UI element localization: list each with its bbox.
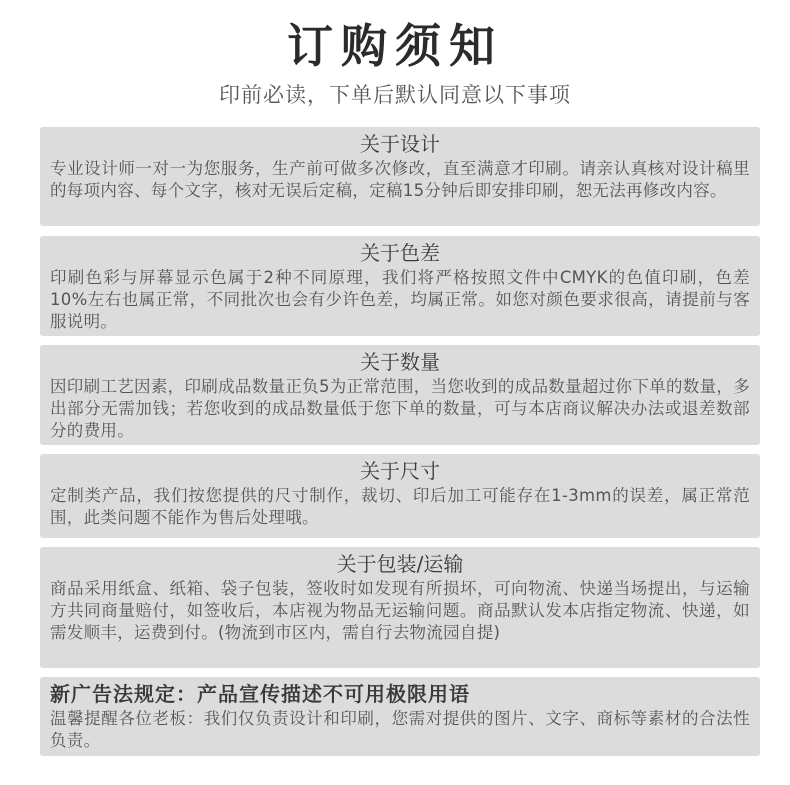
section-body: 温馨提醒各位老板：我们仅负责设计和印刷，您需对提供的图片、文字、商标等素材的合法性负责。 xyxy=(50,709,750,750)
section-body: 印刷色彩与屏幕显示色属于2种不同原理，我们将严格按照文件中CMYK的色值印刷，色差10%左右也属正常，不同批次也会有少许色差，均属正常。如您对颜色要求很高，请提前与客服说明。 xyxy=(50,268,750,331)
section-size xyxy=(40,454,760,538)
page-title: 订购须知 xyxy=(287,19,503,73)
section-title: 关于色差 xyxy=(360,241,440,265)
section-design xyxy=(40,127,760,226)
page-subtitle: 印前必读，下单后默认同意以下事项 xyxy=(219,83,571,107)
section-title: 关于设计 xyxy=(360,132,440,156)
section-advertising-law xyxy=(40,677,760,756)
section-title: 关于尺寸 xyxy=(360,459,440,483)
section-color-difference xyxy=(40,236,760,336)
section-quantity xyxy=(40,345,760,445)
section-body: 专业设计师一对一为您服务，生产前可做多次修改，直至满意才印刷。请亲认真核对设计稿里的每项内容、每个文字，核对无误后定稿，定稿15分钟后即安排印刷，恕无法再修改内容。 xyxy=(50,159,750,200)
section-body: 定制类产品，我们按您提供的尺寸制作，裁切、印后加工可能存在1-3mm的误差，属正常范围，此类问题不能作为售后处理哦。 xyxy=(50,486,750,527)
section-title: 新广告法规定：产品宣传描述不可用极限用语 xyxy=(50,682,470,706)
section-body: 商品采用纸盒、纸箱、袋子包装，签收时如发现有所损坏，可向物流、快递当场提出，与运输方共同商量赔付，如签收后，本店视为物品无运输问题。商品默认发本店指定物流、快递，如需发顺丰，运费到付。(物流到市区内，需自行去物流园自提) xyxy=(50,579,750,642)
section-packaging-shipping xyxy=(40,547,760,668)
section-title: 关于数量 xyxy=(360,350,440,374)
section-title: 关于包装/运输 xyxy=(336,552,464,576)
section-body: 因印刷工艺因素，印刷成品数量正负5为正常范围，当您收到的成品数量超过你下单的数量，多出部分无需加钱；若您收到的成品数量低于您下单的数量，可与本店商议解决办法或退差数部分的费用。 xyxy=(50,377,750,440)
